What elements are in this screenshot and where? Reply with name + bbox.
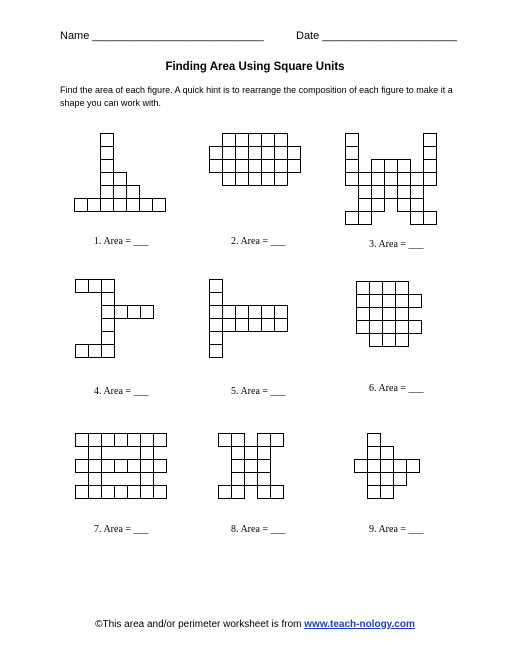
grid-square [369,333,383,347]
grid-square [257,472,271,486]
grid-square [231,433,245,447]
grid-square [395,281,409,295]
grid-square [114,485,128,499]
grid-square [287,159,301,173]
grid-square [153,485,167,499]
grid-square [114,459,128,473]
grid-square [274,318,288,332]
grid-square [209,331,223,345]
grid-square [75,279,89,293]
grid-square [153,433,167,447]
grid-square [114,433,128,447]
grid-square [257,459,271,473]
name-blank[interactable]: ____________________________ [92,30,264,42]
grid-square [257,485,271,499]
grid-square [209,318,223,332]
grid-square [101,318,115,332]
figure-1-label: 1. Area = ___ [94,236,149,247]
grid-square [126,185,140,199]
grid-square [371,172,385,186]
grid-square [380,446,394,460]
grid-square [88,344,102,358]
figure-7-label: 7. Area = ___ [94,524,149,535]
grid-square [100,146,114,160]
grid-square [345,211,359,225]
grid-square [235,305,249,319]
grid-square [209,159,223,173]
grid-square [354,459,368,473]
grid-square [371,185,385,199]
grid-square [274,133,288,147]
grid-square [410,198,424,212]
grid-square [382,307,396,321]
grid-square [235,146,249,160]
grid-square [371,198,385,212]
grid-square [358,198,372,212]
grid-square [397,159,411,173]
grid-square [345,172,359,186]
grid-square [410,172,424,186]
grid-square [101,344,115,358]
grid-square [88,485,102,499]
grid-square [261,133,275,147]
grid-square [209,344,223,358]
grid-square [101,485,115,499]
grid-square [209,146,223,160]
grid-square [222,133,236,147]
grid-square [367,446,381,460]
grid-square [248,133,262,147]
grid-square [270,433,284,447]
grid-square [423,159,437,173]
grid-square [101,433,115,447]
grid-square [88,472,102,486]
grid-square [382,281,396,295]
date-label: Date [296,30,320,42]
grid-square [100,185,114,199]
grid-square [261,305,275,319]
name-field [60,30,264,42]
grid-square [244,446,258,460]
grid-square [244,459,258,473]
grid-square [222,318,236,332]
grid-square [75,344,89,358]
figure-2-label: 2. Area = ___ [231,236,286,247]
grid-square [87,198,101,212]
instructions: Find the area of each figure. A quick hint is to rearrange the composition of each figure to make it a shape you can work with. [60,85,453,108]
figure-6-label: 6. Area = ___ [369,383,424,394]
grid-square [345,146,359,160]
grid-square [423,133,437,147]
grid-square [235,159,249,173]
grid-square [261,318,275,332]
grid-square [113,172,127,186]
grid-square [397,185,411,199]
grid-square [408,294,422,308]
grid-square [274,146,288,160]
name-label: Name [60,30,90,42]
grid-square [100,198,114,212]
grid-square [397,198,411,212]
footer-text: ©This area and/or perimeter worksheet is from [95,619,305,630]
date-field [296,30,457,42]
grid-square [114,305,128,319]
grid-square [358,185,372,199]
date-blank[interactable]: ______________________ [322,30,457,42]
grid-square [235,172,249,186]
grid-square [380,459,394,473]
grid-square [222,146,236,160]
grid-square [261,172,275,186]
grid-square [248,305,262,319]
grid-square [140,433,154,447]
figure-9-label: 9. Area = ___ [369,524,424,535]
grid-square [395,333,409,347]
grid-square [231,472,245,486]
grid-square [423,211,437,225]
figure-8-label: 8. Area = ___ [231,524,286,535]
grid-square [410,185,424,199]
grid-square [101,331,115,345]
grid-square [356,320,370,334]
grid-square [395,294,409,308]
grid-square [261,159,275,173]
grid-square [101,279,115,293]
grid-square [127,433,141,447]
grid-square [140,446,154,460]
grid-square [127,485,141,499]
grid-square [127,305,141,319]
grid-square [100,133,114,147]
grid-square [356,281,370,295]
grid-square [274,172,288,186]
grid-square [152,198,166,212]
grid-square [408,320,422,334]
grid-square [384,172,398,186]
grid-square [393,459,407,473]
footer-link[interactable]: www.teach-nology.com [304,619,415,630]
grid-square [384,185,398,199]
grid-square [140,485,154,499]
grid-square [153,459,167,473]
grid-square [126,198,140,212]
grid-square [222,305,236,319]
grid-square [367,433,381,447]
grid-square [139,198,153,212]
grid-square [101,305,115,319]
grid-square [410,211,424,225]
grid-square [74,198,88,212]
grid-square [100,159,114,173]
grid-square [369,320,383,334]
grid-square [75,459,89,473]
grid-square [248,159,262,173]
grid-square [113,198,127,212]
worksheet-title: Finding Area Using Square Units [165,61,345,73]
grid-square [209,292,223,306]
grid-square [209,279,223,293]
grid-square [88,433,102,447]
grid-square [257,446,271,460]
grid-square [270,485,284,499]
grid-square [209,305,223,319]
grid-square [244,472,258,486]
grid-square [380,472,394,486]
grid-square [231,485,245,499]
grid-square [369,281,383,295]
grid-square [140,459,154,473]
grid-square [274,159,288,173]
grid-square [101,292,115,306]
grid-square [222,159,236,173]
grid-square [358,172,372,186]
grid-square [88,279,102,293]
grid-square [423,146,437,160]
grid-square [231,446,245,460]
grid-square [140,472,154,486]
grid-square [382,294,396,308]
grid-square [140,305,154,319]
grid-square [113,185,127,199]
grid-square [88,446,102,460]
grid-square [248,146,262,160]
grid-square [248,172,262,186]
grid-square [100,172,114,186]
grid-square [382,333,396,347]
grid-square [75,485,89,499]
grid-square [127,459,141,473]
grid-square [248,318,262,332]
grid-square [231,459,245,473]
grid-square [367,472,381,486]
footer [0,619,510,630]
grid-square [406,459,420,473]
grid-square [382,320,396,334]
grid-square [75,433,89,447]
grid-square [345,159,359,173]
grid-square [358,211,372,225]
grid-square [369,307,383,321]
grid-square [235,133,249,147]
grid-square [345,133,359,147]
grid-square [395,307,409,321]
figure-4-label: 4. Area = ___ [94,386,149,397]
grid-square [369,294,383,308]
grid-square [235,318,249,332]
grid-square [356,307,370,321]
grid-square [384,159,398,173]
grid-square [218,433,232,447]
grid-square [222,172,236,186]
grid-square [393,472,407,486]
grid-square [274,305,288,319]
grid-square [395,320,409,334]
grid-square [257,433,271,447]
grid-square [367,485,381,499]
grid-square [261,146,275,160]
grid-square [101,459,115,473]
figure-3-label: 3. Area = ___ [369,239,424,250]
grid-square [397,172,411,186]
grid-square [423,172,437,186]
grid-square [367,459,381,473]
grid-square [218,485,232,499]
grid-square [88,459,102,473]
grid-square [380,485,394,499]
grid-square [287,146,301,160]
grid-square [371,159,385,173]
grid-square [356,294,370,308]
figure-5-label: 5. Area = ___ [231,386,286,397]
